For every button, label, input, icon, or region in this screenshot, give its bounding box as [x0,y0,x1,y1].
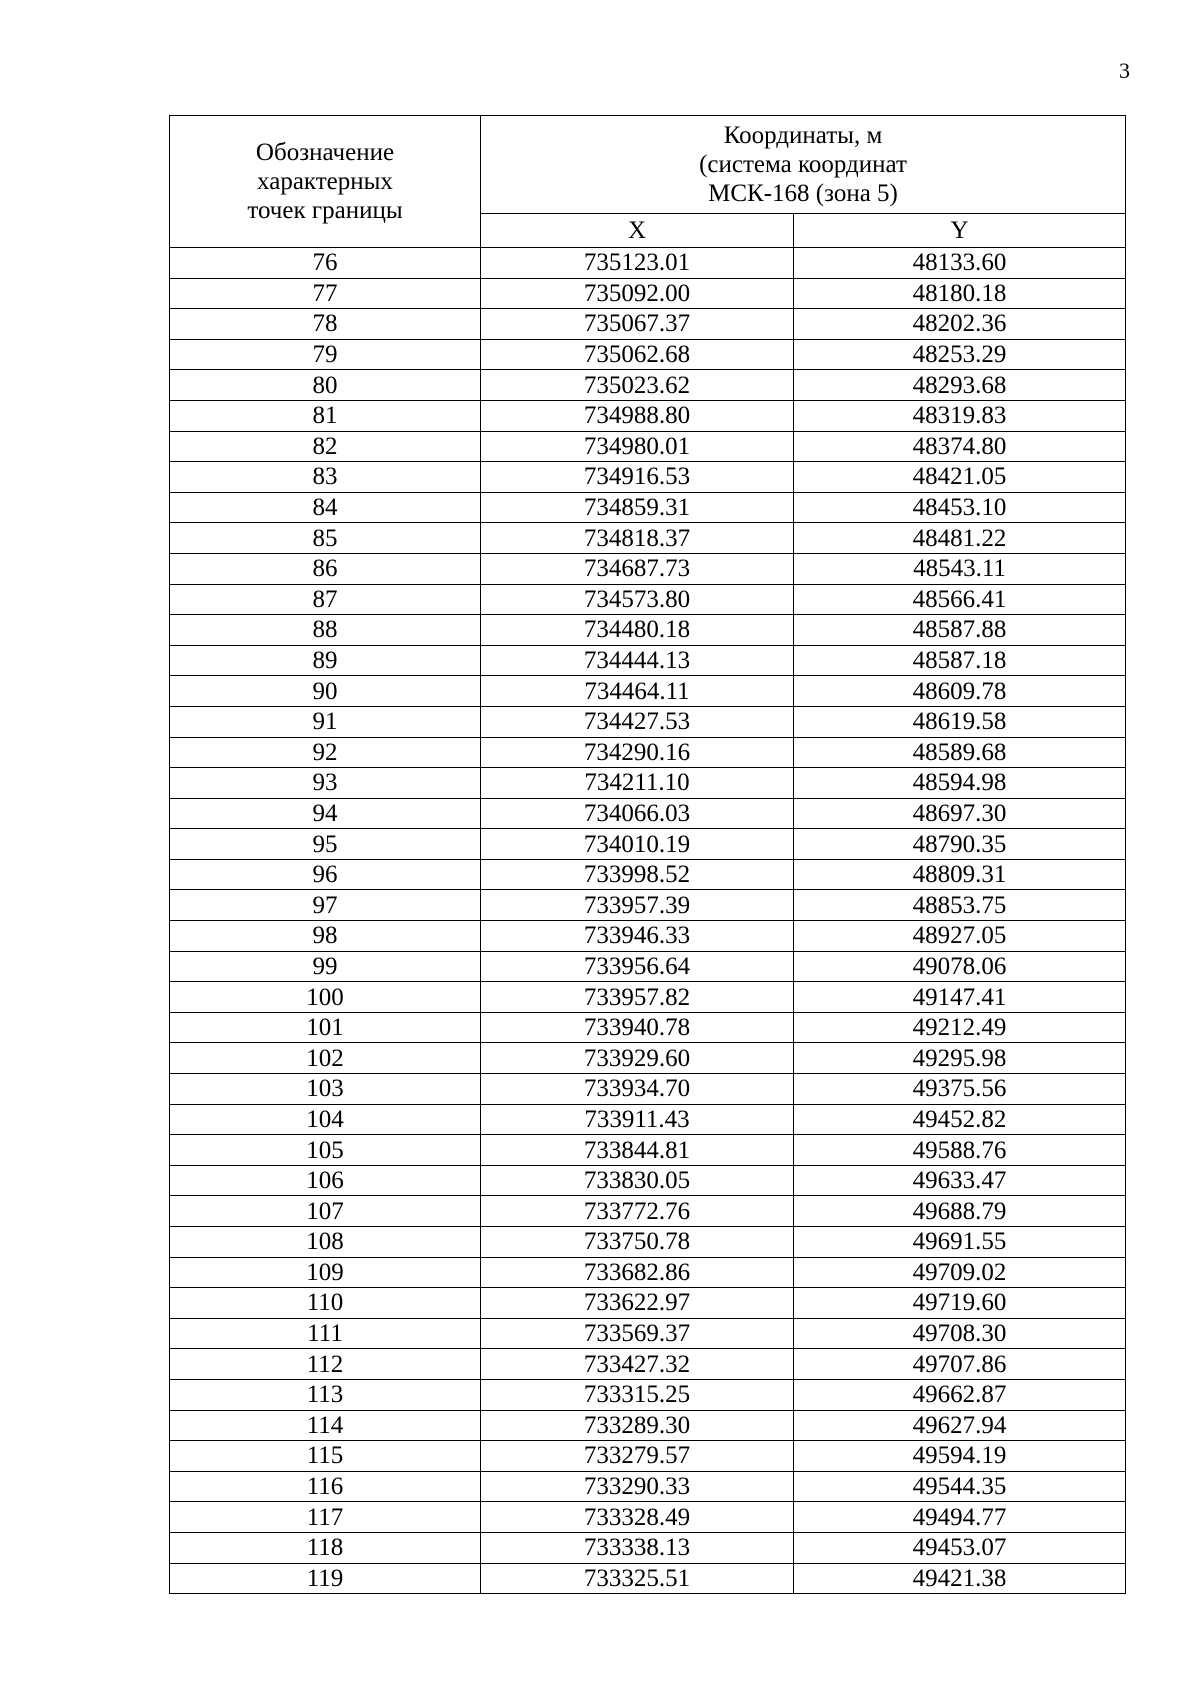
table-row [170,278,1126,309]
table-row [170,1563,1126,1594]
x-coordinate-cell: 733946.33 [481,921,794,952]
x-coordinate-cell: 734818.37 [481,523,794,554]
table-row [170,1349,1126,1380]
x-coordinate-cell: 735092.00 [481,278,794,309]
point-number-cell: 112 [170,1349,481,1380]
y-coordinate-cell: 48927.05 [794,921,1126,952]
x-coordinate-cell: 734480.18 [481,615,794,646]
point-number-cell: 78 [170,309,481,340]
point-number-cell: 117 [170,1502,481,1533]
x-coordinate-cell: 734066.03 [481,798,794,829]
y-coordinate-cell: 48374.80 [794,431,1126,462]
x-coordinate-cell: 733911.43 [481,1104,794,1135]
x-coordinate-cell: 734444.13 [481,645,794,676]
x-coordinate-cell: 733289.30 [481,1410,794,1441]
y-coordinate-cell: 49295.98 [794,1043,1126,1074]
x-coordinate-cell: 733338.13 [481,1532,794,1563]
table-row [170,400,1126,431]
x-coordinate-cell: 733772.76 [481,1196,794,1227]
table-row [170,1227,1126,1258]
point-number-cell: 102 [170,1043,481,1074]
point-number-cell: 108 [170,1227,481,1258]
y-coordinate-cell: 48253.29 [794,339,1126,370]
point-number-cell: 97 [170,890,481,921]
table-row [170,798,1126,829]
table-row [170,1410,1126,1441]
point-number-cell: 98 [170,921,481,952]
table-row [170,1318,1126,1349]
y-column-header: Y [794,213,1126,247]
point-number-cell: 118 [170,1532,481,1563]
x-coordinate-cell: 735062.68 [481,339,794,370]
x-coordinate-cell: 733328.49 [481,1502,794,1533]
point-number-cell: 109 [170,1257,481,1288]
y-coordinate-cell: 49709.02 [794,1257,1126,1288]
table-row [170,1165,1126,1196]
point-number-cell: 110 [170,1288,481,1319]
y-coordinate-cell: 49719.60 [794,1288,1126,1319]
x-coordinate-cell: 734988.80 [481,400,794,431]
x-coordinate-cell: 735067.37 [481,309,794,340]
point-column-header [170,116,481,248]
point-number-cell: 95 [170,829,481,860]
point-number-cell: 83 [170,462,481,493]
y-coordinate-cell: 49078.06 [794,951,1126,982]
y-coordinate-cell: 48587.88 [794,615,1126,646]
table-row [170,676,1126,707]
point-number-cell: 84 [170,492,481,523]
y-coordinate-cell: 48587.18 [794,645,1126,676]
point-number-cell: 113 [170,1379,481,1410]
point-number-cell: 96 [170,859,481,890]
table-row [170,890,1126,921]
point-number-cell: 100 [170,982,481,1013]
x-coordinate-cell: 734290.16 [481,737,794,768]
table-row [170,951,1126,982]
point-number-cell: 85 [170,523,481,554]
x-coordinate-cell: 733844.81 [481,1135,794,1166]
table-row [170,645,1126,676]
y-coordinate-cell: 48133.60 [794,248,1126,279]
point-number-cell: 114 [170,1410,481,1441]
x-coordinate-cell: 733998.52 [481,859,794,890]
y-coordinate-cell: 48809.31 [794,859,1126,890]
table-row [170,1012,1126,1043]
table-row [170,1471,1126,1502]
x-coordinate-cell: 733682.86 [481,1257,794,1288]
y-coordinate-cell: 49707.86 [794,1349,1126,1380]
table-row [170,829,1126,860]
table-row [170,370,1126,401]
y-coordinate-cell: 49494.77 [794,1502,1126,1533]
table-row [170,921,1126,952]
point-number-cell: 106 [170,1165,481,1196]
coordinates-table [169,115,1126,1594]
y-coordinate-cell: 48481.22 [794,523,1126,554]
table-row [170,1196,1126,1227]
point-number-cell: 82 [170,431,481,462]
table-row [170,1074,1126,1105]
table-row [170,309,1126,340]
x-coordinate-cell: 734980.01 [481,431,794,462]
y-coordinate-cell: 49147.41 [794,982,1126,1013]
point-number-cell: 88 [170,615,481,646]
table-row [170,1288,1126,1319]
x-coordinate-cell: 733940.78 [481,1012,794,1043]
y-coordinate-cell: 48319.83 [794,400,1126,431]
y-coordinate-cell: 49688.79 [794,1196,1126,1227]
table-row [170,1532,1126,1563]
point-number-cell: 79 [170,339,481,370]
point-number-cell: 99 [170,951,481,982]
y-coordinate-cell: 49452.82 [794,1104,1126,1135]
x-coordinate-cell: 734859.31 [481,492,794,523]
table-row [170,523,1126,554]
table-row [170,706,1126,737]
table-body [170,248,1126,1594]
table-row [170,1043,1126,1074]
coords-header-line: (система координат [699,150,907,178]
y-coordinate-cell: 48853.75 [794,890,1126,921]
x-coordinate-cell: 733957.82 [481,982,794,1013]
point-number-cell: 76 [170,248,481,279]
point-number-cell: 90 [170,676,481,707]
table-row [170,982,1126,1013]
x-coordinate-cell: 733956.64 [481,951,794,982]
x-coordinate-cell: 733622.97 [481,1288,794,1319]
table-row [170,492,1126,523]
y-coordinate-cell: 49453.07 [794,1532,1126,1563]
y-coordinate-cell: 49594.19 [794,1441,1126,1472]
y-coordinate-cell: 49662.87 [794,1379,1126,1410]
coords-header-line: МСК-168 (зона 5) [708,179,898,207]
table-row [170,1257,1126,1288]
point-number-cell: 116 [170,1471,481,1502]
table-row [170,339,1126,370]
x-coordinate-cell: 734464.11 [481,676,794,707]
y-coordinate-cell: 48293.68 [794,370,1126,401]
x-coordinate-cell: 733569.37 [481,1318,794,1349]
y-coordinate-cell: 49708.30 [794,1318,1126,1349]
y-coordinate-cell: 49633.47 [794,1165,1126,1196]
x-coordinate-cell: 733929.60 [481,1043,794,1074]
table-row [170,737,1126,768]
y-coordinate-cell: 49588.76 [794,1135,1126,1166]
point-number-cell: 104 [170,1104,481,1135]
y-coordinate-cell: 48790.35 [794,829,1126,860]
x-coordinate-cell: 734573.80 [481,584,794,615]
coordinates-group-header [481,116,1126,214]
coords-header-line: Координаты, м [723,121,883,149]
table-header [170,116,1126,248]
y-coordinate-cell: 48453.10 [794,492,1126,523]
table-row [170,859,1126,890]
point-number-cell: 111 [170,1318,481,1349]
point-number-cell: 103 [170,1074,481,1105]
point-number-cell: 101 [170,1012,481,1043]
table-row [170,615,1126,646]
y-coordinate-cell: 48619.58 [794,706,1126,737]
x-coordinate-cell: 734010.19 [481,829,794,860]
x-coordinate-cell: 735023.62 [481,370,794,401]
point-number-cell: 105 [170,1135,481,1166]
x-coordinate-cell: 735123.01 [481,248,794,279]
table-row [170,553,1126,584]
point-number-cell: 87 [170,584,481,615]
point-number-cell: 91 [170,706,481,737]
table-row [170,1441,1126,1472]
x-coordinate-cell: 734916.53 [481,462,794,493]
table-row [170,584,1126,615]
y-coordinate-cell: 48543.11 [794,553,1126,584]
x-coordinate-cell: 733279.57 [481,1441,794,1472]
x-coordinate-cell: 733934.70 [481,1074,794,1105]
table-row [170,248,1126,279]
y-coordinate-cell: 48202.36 [794,309,1126,340]
point-number-cell: 92 [170,737,481,768]
x-coordinate-cell: 733315.25 [481,1379,794,1410]
point-number-cell: 94 [170,798,481,829]
y-coordinate-cell: 48421.05 [794,462,1126,493]
x-column-header: X [481,213,794,247]
table-row [170,768,1126,799]
y-coordinate-cell: 48589.68 [794,737,1126,768]
point-number-cell: 80 [170,370,481,401]
point-number-cell: 93 [170,768,481,799]
table-row [170,1379,1126,1410]
table-row [170,431,1126,462]
point-number-cell: 115 [170,1441,481,1472]
x-coordinate-cell: 733427.32 [481,1349,794,1380]
x-coordinate-cell: 734427.53 [481,706,794,737]
point-number-cell: 119 [170,1563,481,1594]
point-header-line: точек границы [247,197,403,224]
y-coordinate-cell: 48609.78 [794,676,1126,707]
x-coordinate-cell: 734687.73 [481,553,794,584]
y-coordinate-cell: 49212.49 [794,1012,1126,1043]
point-number-cell: 77 [170,278,481,309]
x-coordinate-cell: 733325.51 [481,1563,794,1594]
table-row [170,1104,1126,1135]
table-row [170,1135,1126,1166]
x-coordinate-cell: 733830.05 [481,1165,794,1196]
y-coordinate-cell: 49691.55 [794,1227,1126,1258]
y-coordinate-cell: 48180.18 [794,278,1126,309]
page-number: 3 [1119,58,1130,83]
point-number-cell: 81 [170,400,481,431]
y-coordinate-cell: 49627.94 [794,1410,1126,1441]
y-coordinate-cell: 49375.56 [794,1074,1126,1105]
y-coordinate-cell: 49421.38 [794,1563,1126,1594]
table-row [170,1502,1126,1533]
x-coordinate-cell: 734211.10 [481,768,794,799]
point-number-cell: 107 [170,1196,481,1227]
point-number-cell: 89 [170,645,481,676]
x-coordinate-cell: 733290.33 [481,1471,794,1502]
table-row [170,462,1126,493]
x-coordinate-cell: 733957.39 [481,890,794,921]
y-coordinate-cell: 48566.41 [794,584,1126,615]
y-coordinate-cell: 48594.98 [794,768,1126,799]
point-header-line: Обозначение [255,139,395,166]
y-coordinate-cell: 48697.30 [794,798,1126,829]
x-coordinate-cell: 733750.78 [481,1227,794,1258]
point-number-cell: 86 [170,553,481,584]
point-header-line: характерных [257,168,393,195]
y-coordinate-cell: 49544.35 [794,1471,1126,1502]
